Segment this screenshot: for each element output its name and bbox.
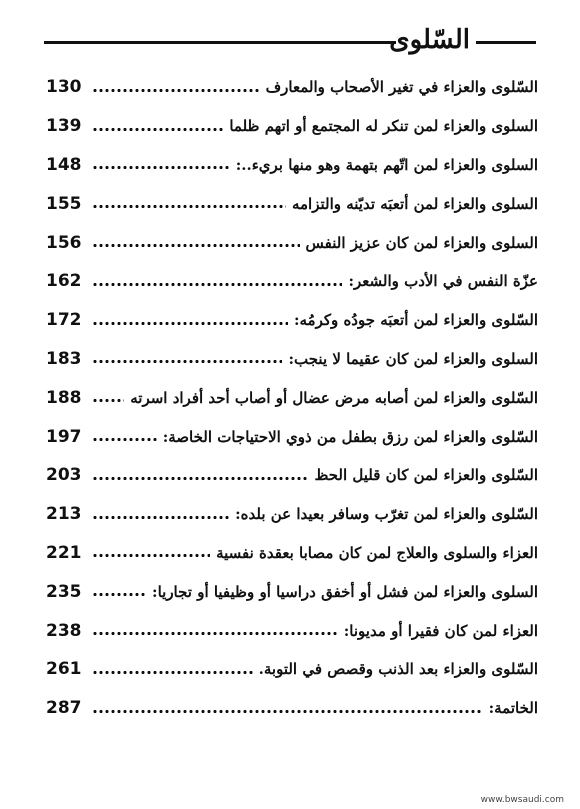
toc-entry[interactable] bbox=[46, 650, 538, 689]
dot-leader bbox=[92, 205, 286, 208]
dot-leader bbox=[92, 283, 342, 286]
toc-page-number: 221 bbox=[46, 542, 82, 563]
toc-page-number: 197 bbox=[46, 426, 82, 447]
dot-leader bbox=[92, 632, 338, 635]
toc-page-number: 172 bbox=[46, 310, 82, 331]
toc-entry-title: السلوى والعزاء لمن اتّهم بتهمة وهو منها بريء..: bbox=[235, 155, 538, 174]
toc-entry-title: السلوى والعزاء لمن تنكر له المجتمع أو اتهم ظلما bbox=[229, 117, 538, 136]
toc-entry[interactable] bbox=[46, 68, 538, 107]
dot-leader bbox=[92, 516, 229, 519]
toc-entry[interactable] bbox=[46, 611, 538, 650]
toc-entry[interactable] bbox=[46, 146, 538, 185]
dot-leader bbox=[92, 593, 146, 596]
dot-leader bbox=[92, 128, 223, 131]
toc-page-number: 130 bbox=[46, 77, 82, 98]
toc-entry-title: السّلوى والعزاء لمن أتعبَه جودُه وكرمُه: bbox=[293, 311, 538, 330]
toc-entry[interactable] bbox=[46, 378, 538, 417]
toc-page-number: 183 bbox=[46, 348, 82, 369]
toc-entry[interactable] bbox=[46, 107, 538, 146]
toc-page-number: 148 bbox=[46, 154, 82, 175]
toc-entry[interactable] bbox=[46, 689, 538, 728]
toc-page-number: 188 bbox=[46, 387, 82, 408]
toc-entry-title: السّلوى والعزاء لمن تغرّب وسافر بعيدا عن بلده: bbox=[235, 505, 538, 524]
toc-page-number: 203 bbox=[46, 465, 82, 486]
toc-entry-title: السّلوى والعزاء لمن كان قليل الحظ bbox=[314, 466, 538, 485]
dot-leader bbox=[92, 166, 230, 169]
toc-entry-title: السلوى والعزاء لمن أتعبَه تديّنه والتزامه bbox=[291, 194, 538, 213]
watermark-url: www.bwsaudi.com bbox=[480, 795, 564, 805]
toc-entry[interactable] bbox=[46, 417, 538, 456]
toc-entry[interactable] bbox=[46, 456, 538, 495]
toc-page-number: 287 bbox=[46, 698, 82, 719]
table-of-contents bbox=[46, 68, 538, 728]
running-head-title: السّلوى bbox=[389, 25, 470, 55]
dot-leader bbox=[92, 438, 157, 441]
dot-leader bbox=[92, 89, 260, 92]
toc-entry[interactable] bbox=[46, 572, 538, 611]
toc-entry-title: السّلوى والعزاء لمن رزق بطفل من ذوي الاحتياجات الخاصة: bbox=[162, 427, 538, 446]
page-header bbox=[44, 18, 536, 58]
toc-page-number: 139 bbox=[46, 116, 82, 137]
toc-entry[interactable] bbox=[46, 223, 538, 262]
dot-leader bbox=[92, 554, 210, 557]
toc-entry[interactable] bbox=[46, 262, 538, 301]
toc-entry-title: السّلوى والعزاء في تغير الأصحاب والمعارف bbox=[265, 78, 538, 97]
toc-entry-title: السّلوى والعزاء بعد الذنب وقصص في التوبة. bbox=[258, 660, 538, 679]
dot-leader bbox=[92, 710, 483, 713]
header-rule-left bbox=[44, 41, 396, 44]
toc-page-number: 213 bbox=[46, 504, 82, 525]
header-rule-right bbox=[476, 41, 536, 44]
toc-entry[interactable] bbox=[46, 184, 538, 223]
toc-page-number: 238 bbox=[46, 620, 82, 641]
toc-entry-title: السلوى والعزاء لمن كان عقيما لا ينجب: bbox=[288, 349, 538, 368]
toc-page-number: 235 bbox=[46, 581, 82, 602]
toc-entry-title: السلوى والعزاء لمن كان عزيز النفس bbox=[305, 233, 538, 252]
toc-entry-title: السّلوى والعزاء لمن أصابه مرض عضال أو أصاب أحد أفراد اسرته bbox=[130, 388, 538, 407]
toc-page-number: 261 bbox=[46, 659, 82, 680]
dot-leader bbox=[92, 322, 288, 325]
toc-entry[interactable] bbox=[46, 340, 538, 379]
dot-leader bbox=[92, 671, 253, 674]
toc-page-number: 156 bbox=[46, 232, 82, 253]
toc-entry[interactable] bbox=[46, 534, 538, 573]
toc-entry[interactable] bbox=[46, 301, 538, 340]
dot-leader bbox=[92, 477, 309, 480]
toc-page-number: 155 bbox=[46, 193, 82, 214]
toc-entry-title: العزاء والسلوى والعلاج لمن كان مصابا بعقدة نفسية bbox=[216, 543, 538, 562]
dot-leader bbox=[92, 244, 300, 247]
toc-entry-title: الخاتمة: bbox=[488, 699, 538, 718]
dot-leader bbox=[92, 360, 282, 363]
toc-entry-title: السلوى والعزاء لمن فشل أو أخفق دراسيا أو وظيفيا أو تجاريا: bbox=[152, 582, 538, 601]
dot-leader bbox=[92, 399, 124, 402]
toc-entry-title: عزّة النفس في الأدب والشعر: bbox=[348, 272, 538, 291]
toc-entry[interactable] bbox=[46, 495, 538, 534]
toc-page-number: 162 bbox=[46, 271, 82, 292]
toc-entry-title: العزاء لمن كان فقيرا أو مديونا: bbox=[343, 621, 538, 640]
